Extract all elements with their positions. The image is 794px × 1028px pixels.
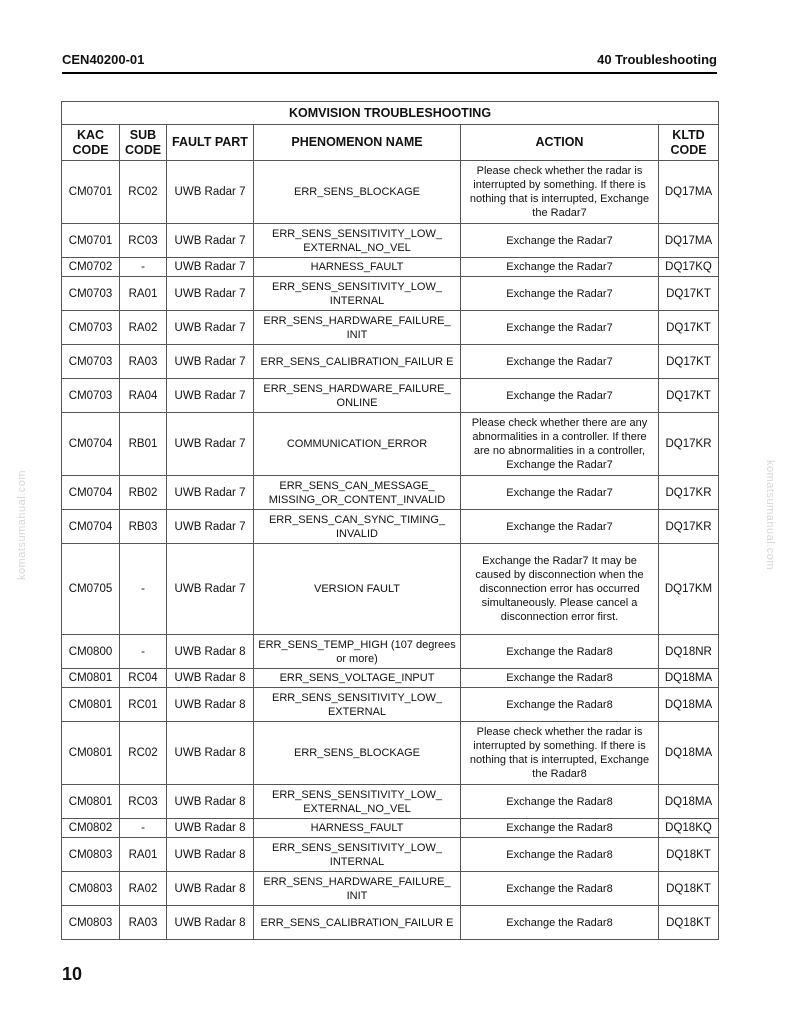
sub-code-cell: - — [120, 819, 167, 838]
fault-part-cell: UWB Radar 7 — [167, 161, 254, 224]
kltd-code-cell: DQ17KT — [659, 311, 719, 345]
fault-part-cell: UWB Radar 8 — [167, 722, 254, 785]
kltd-code-cell: DQ17KT — [659, 345, 719, 379]
kac-code-cell: CM0803 — [62, 838, 120, 872]
sub-code-cell: - — [120, 635, 167, 669]
fault-part-cell: UWB Radar 7 — [167, 258, 254, 277]
action-cell: Please check whether the radar is interrupted by something. If there is nothing that is interrupted, Exchange the Radar7 — [461, 161, 659, 224]
phenomenon-cell: ERR_SENS_SENSITIVITY_LOW_ EXTERNAL_NO_VEL — [254, 785, 461, 819]
table-row — [62, 669, 719, 688]
phenomenon-cell: VERSION FAULT — [254, 544, 461, 635]
fault-part-cell: UWB Radar 8 — [167, 819, 254, 838]
table-row — [62, 722, 719, 785]
sub-code-cell: RC02 — [120, 722, 167, 785]
kac-code-cell: CM0801 — [62, 785, 120, 819]
action-cell: Exchange the Radar7 — [461, 510, 659, 544]
phenomenon-cell: ERR_SENS_SENSITIVITY_LOW_ EXTERNAL_NO_VEL — [254, 224, 461, 258]
kac-code-cell: CM0701 — [62, 224, 120, 258]
action-cell: Exchange the Radar8 — [461, 688, 659, 722]
document-code: CEN40200-01 — [62, 52, 145, 67]
fault-part-cell: UWB Radar 7 — [167, 311, 254, 345]
kltd-code-cell: DQ18NR — [659, 635, 719, 669]
action-cell: Exchange the Radar8 — [461, 669, 659, 688]
table-row — [62, 413, 719, 476]
sub-code-cell: RA03 — [120, 906, 167, 940]
fault-part-cell: UWB Radar 8 — [167, 872, 254, 906]
sub-code-cell: RC04 — [120, 669, 167, 688]
fault-part-cell: UWB Radar 7 — [167, 277, 254, 311]
table-row — [62, 510, 719, 544]
table-row — [62, 161, 719, 224]
fault-part-cell: UWB Radar 7 — [167, 345, 254, 379]
page-number: 10 — [62, 964, 83, 984]
sub-code-cell: RB01 — [120, 413, 167, 476]
phenomenon-cell: ERR_SENS_SENSITIVITY_LOW_ EXTERNAL — [254, 688, 461, 722]
table-row — [62, 224, 719, 258]
phenomenon-cell: ERR_SENS_HARDWARE_FAILURE_ INIT — [254, 872, 461, 906]
action-cell: Exchange the Radar8 — [461, 785, 659, 819]
kac-code-cell: CM0704 — [62, 413, 120, 476]
action-cell: Exchange the Radar7 — [461, 258, 659, 277]
table-row — [62, 476, 719, 510]
column-header-sub-code: SUB CODE — [120, 125, 167, 161]
table-row — [62, 544, 719, 635]
sub-code-cell: RA03 — [120, 345, 167, 379]
phenomenon-cell: ERR_SENS_CAN_SYNC_TIMING_ INVALID — [254, 510, 461, 544]
sub-code-cell: RC02 — [120, 161, 167, 224]
sub-code-cell: - — [120, 258, 167, 277]
kac-code-cell: CM0801 — [62, 688, 120, 722]
kac-code-cell: CM0702 — [62, 258, 120, 277]
table-row — [62, 819, 719, 838]
fault-part-cell: UWB Radar 7 — [167, 379, 254, 413]
fault-part-cell: UWB Radar 7 — [167, 510, 254, 544]
sub-code-cell: RB03 — [120, 510, 167, 544]
table-row — [62, 345, 719, 379]
kltd-code-cell: DQ18KT — [659, 838, 719, 872]
kltd-code-cell: DQ17KR — [659, 476, 719, 510]
kltd-code-cell: DQ18KT — [659, 906, 719, 940]
fault-part-cell: UWB Radar 8 — [167, 688, 254, 722]
phenomenon-cell: ERR_SENS_SENSITIVITY_LOW_ INTERNAL — [254, 277, 461, 311]
sub-code-cell: RC03 — [120, 224, 167, 258]
kac-code-cell: CM0801 — [62, 722, 120, 785]
sub-code-cell: RA02 — [120, 311, 167, 345]
fault-part-cell: UWB Radar 7 — [167, 476, 254, 510]
action-cell: Exchange the Radar7 — [461, 345, 659, 379]
kltd-code-cell: DQ18MA — [659, 688, 719, 722]
header-rule — [62, 72, 717, 74]
phenomenon-cell: ERR_SENS_CAN_MESSAGE_ MISSING_OR_CONTENT_INVALID — [254, 476, 461, 510]
kltd-code-cell: DQ17KQ — [659, 258, 719, 277]
phenomenon-cell: ERR_SENS_CALIBRATION_FAILUR E — [254, 345, 461, 379]
action-cell: Exchange the Radar8 — [461, 819, 659, 838]
sub-code-cell: RA02 — [120, 872, 167, 906]
kac-code-cell: CM0703 — [62, 311, 120, 345]
action-cell: Exchange the Radar8 — [461, 635, 659, 669]
table-row — [62, 635, 719, 669]
sub-code-cell: RC01 — [120, 688, 167, 722]
fault-part-cell: UWB Radar 8 — [167, 906, 254, 940]
kltd-code-cell: DQ17KM — [659, 544, 719, 635]
phenomenon-cell: ERR_SENS_BLOCKAGE — [254, 722, 461, 785]
sub-code-cell: - — [120, 544, 167, 635]
table-row — [62, 906, 719, 940]
sub-code-cell: RB02 — [120, 476, 167, 510]
kac-code-cell: CM0802 — [62, 819, 120, 838]
fault-part-cell: UWB Radar 7 — [167, 224, 254, 258]
action-cell: Exchange the Radar7 It may be caused by disconnection when the disconnection error has occurred simultaneously. Please cancel a disconnection error first. — [461, 544, 659, 635]
column-header-action: ACTION — [461, 125, 659, 161]
action-cell: Exchange the Radar8 — [461, 906, 659, 940]
fault-part-cell: UWB Radar 7 — [167, 544, 254, 635]
fault-part-cell: UWB Radar 8 — [167, 635, 254, 669]
column-header-kltd-code: KLTD CODE — [659, 125, 719, 161]
table-row — [62, 258, 719, 277]
section-title: 40 Troubleshooting — [597, 52, 717, 67]
kltd-code-cell: DQ18MA — [659, 785, 719, 819]
kac-code-cell: CM0800 — [62, 635, 120, 669]
phenomenon-cell: HARNESS_FAULT — [254, 258, 461, 277]
kltd-code-cell: DQ17KT — [659, 379, 719, 413]
phenomenon-cell: ERR_SENS_CALIBRATION_FAILUR E — [254, 906, 461, 940]
kac-code-cell: CM0703 — [62, 345, 120, 379]
phenomenon-cell: ERR_SENS_HARDWARE_FAILURE_ ONLINE — [254, 379, 461, 413]
kltd-code-cell: DQ18MA — [659, 722, 719, 785]
column-header-kac-code: KAC CODE — [62, 125, 120, 161]
watermark-left: komatsumanual.com — [16, 470, 28, 580]
kltd-code-cell: DQ18MA — [659, 669, 719, 688]
phenomenon-cell: HARNESS_FAULT — [254, 819, 461, 838]
action-cell: Exchange the Radar8 — [461, 872, 659, 906]
kltd-code-cell: DQ18KQ — [659, 819, 719, 838]
sub-code-cell: RC03 — [120, 785, 167, 819]
column-header-fault-part: FAULT PART — [167, 125, 254, 161]
troubleshooting-table — [61, 101, 719, 940]
fault-part-cell: UWB Radar 8 — [167, 838, 254, 872]
phenomenon-cell: ERR_SENS_BLOCKAGE — [254, 161, 461, 224]
action-cell: Exchange the Radar7 — [461, 311, 659, 345]
kac-code-cell: CM0703 — [62, 277, 120, 311]
column-header-phenomenon-name: PHENOMENON NAME — [254, 125, 461, 161]
fault-part-cell: UWB Radar 7 — [167, 413, 254, 476]
fault-part-cell: UWB Radar 8 — [167, 785, 254, 819]
action-cell: Exchange the Radar8 — [461, 838, 659, 872]
kltd-code-cell: DQ17MA — [659, 161, 719, 224]
sub-code-cell: RA01 — [120, 277, 167, 311]
phenomenon-cell: ERR_SENS_SENSITIVITY_LOW_ INTERNAL — [254, 838, 461, 872]
table-row — [62, 311, 719, 345]
kac-code-cell: CM0704 — [62, 510, 120, 544]
kltd-code-cell: DQ17KR — [659, 510, 719, 544]
action-cell: Exchange the Radar7 — [461, 379, 659, 413]
phenomenon-cell: ERR_SENS_TEMP_HIGH (107 degrees or more) — [254, 635, 461, 669]
action-cell: Exchange the Radar7 — [461, 277, 659, 311]
sub-code-cell: RA01 — [120, 838, 167, 872]
fault-part-cell: UWB Radar 8 — [167, 669, 254, 688]
kltd-code-cell: DQ18KT — [659, 872, 719, 906]
kac-code-cell: CM0803 — [62, 872, 120, 906]
table-title: KOMVISION TROUBLESHOOTING — [62, 102, 719, 125]
table-row — [62, 785, 719, 819]
kac-code-cell: CM0703 — [62, 379, 120, 413]
action-cell: Exchange the Radar7 — [461, 476, 659, 510]
action-cell: Please check whether the radar is interrupted by something. If there is nothing that is interrupted, Exchange the Radar8 — [461, 722, 659, 785]
phenomenon-cell: ERR_SENS_VOLTAGE_INPUT — [254, 669, 461, 688]
action-cell: Please check whether there are any abnormalities in a controller. If there are no abnormalities in a controller, Exchange the Radar7 — [461, 413, 659, 476]
kltd-code-cell: DQ17KT — [659, 277, 719, 311]
table-row — [62, 379, 719, 413]
table-row — [62, 872, 719, 906]
phenomenon-cell: COMMUNICATION_ERROR — [254, 413, 461, 476]
kltd-code-cell: DQ17KR — [659, 413, 719, 476]
kac-code-cell: CM0705 — [62, 544, 120, 635]
watermark-right: komatsumanual.com — [764, 460, 776, 570]
sub-code-cell: RA04 — [120, 379, 167, 413]
table-row — [62, 277, 719, 311]
phenomenon-cell: ERR_SENS_HARDWARE_FAILURE_ INIT — [254, 311, 461, 345]
action-cell: Exchange the Radar7 — [461, 224, 659, 258]
table-row — [62, 688, 719, 722]
kac-code-cell: CM0801 — [62, 669, 120, 688]
kltd-code-cell: DQ17MA — [659, 224, 719, 258]
kac-code-cell: CM0704 — [62, 476, 120, 510]
kac-code-cell: CM0803 — [62, 906, 120, 940]
table-row — [62, 838, 719, 872]
kac-code-cell: CM0701 — [62, 161, 120, 224]
